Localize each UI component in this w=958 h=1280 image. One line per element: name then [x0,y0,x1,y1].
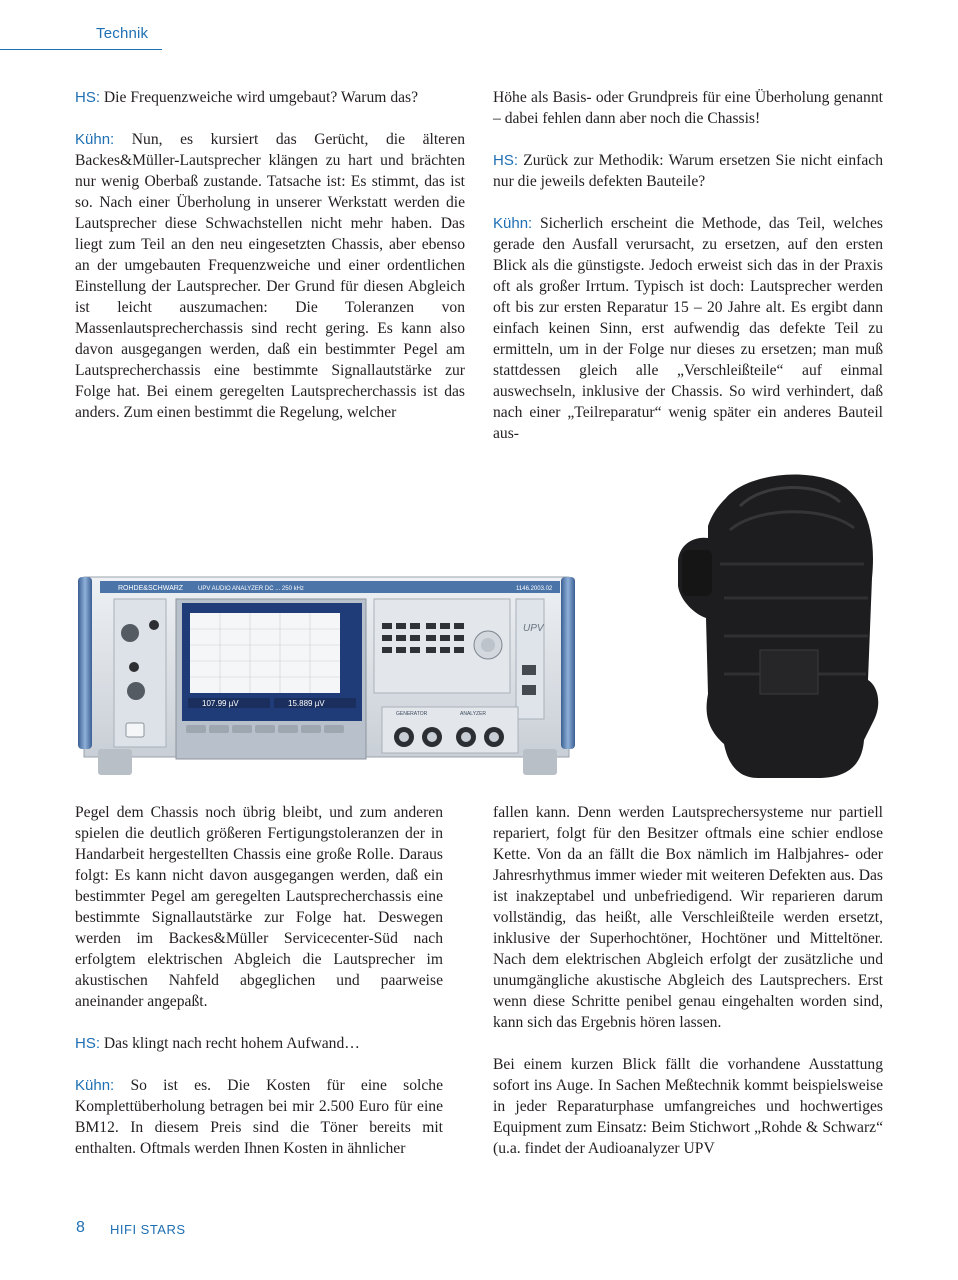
generator-label: GENERATOR [396,711,428,717]
paragraph [75,129,465,423]
paragraph [493,150,883,192]
audio-analyzer-photo [78,573,575,781]
analyzer-serial: 1146.2003.02 [516,586,553,592]
analyzer-side-logo: UPV [523,623,544,634]
speaker-label: HS: [493,152,519,169]
analyzer-model: UPV AUDIO ANALYZER DC ... 250 kHz [198,586,304,592]
paragraph-text: Bei einem kurzen Blick fällt die vorhandene Ausstattung sofort ins Auge. In Sachen Meßtechnik kommt beispielsweise in jeder Reparaturphase umfangreiches und hochwertiges Equipment zum Einsatz: Beim Stichwort „Rohde & Schwarz“ (u.a. findet der Audioanalyzer UPV [493,1056,883,1157]
speaker-chassis-photo [668,468,888,780]
paragraph [493,87,883,129]
paragraph-text: Zurück zur Methodik: Warum ersetzen Sie nicht einfach nur die jeweils defekten Bauteile? [493,152,883,190]
text-column-3 [75,802,443,1159]
speaker-label: HS: [75,1035,101,1052]
analyzer-reading-2: 15.889 µV [288,699,325,708]
magazine-name: HIFI STARS [110,1222,186,1237]
paragraph-text: Die Frequenzweiche wird umgebaut? Warum das? [100,89,419,106]
speaker-label: HS: [75,89,101,106]
speaker-label: Kühn: [493,215,533,232]
analyzer-brand: ROHDE&SCHWARZ [118,585,184,592]
paragraph-text: fallen kann. Denn werden Lautsprechersysteme nur partiell repariert, folgt für den Besitzer oftmals eine schier endlose Kette. Von da an fällt die Box nämlich im Halbjahres- oder Jahresrhythmus immer wieder mit weiteren Defekten aus. Das ist inakzeptabel und unbefriedigend. Wir reparieren darum vollständig, das heißt, alle Verschleißteile werden ersetzt, inklusive der Superhochtöner, Hochtöner und Mitteltöner. Nach dem elektrischen Abgleich erfolgt der zusätzliche und unumgängliche akustische Abgleich des Lautsprechers. Erst wenn diese Schritte penibel genau eingehalten worden sind, kann sich das Ergebnis hören lassen. [493,804,883,1031]
analyzer-reading-1: 107.99 µV [202,699,239,708]
paragraph [493,1054,883,1159]
speaker-label: Kühn: [75,1077,115,1094]
speaker-label: Kühn: [75,131,115,148]
paragraph [493,213,883,444]
paragraph-text: Höhe als Basis- oder Grundpreis für eine Überholung genannt – dabei fehlen dann aber noch die Chassis! [493,89,883,127]
text-column-1 [75,87,465,423]
section-divider [0,49,162,50]
paragraph-text: Nun, es kursiert das Gerücht, die älteren Backes&Müller-Lautsprecher klängen zu hart und brächten nur wenig Oberbaß zustande. Tatsache ist: Es stimmt, das ist so. Nach einer Überholung in unserer Werkstatt werden die Lautsprecher diese Schwachstellen nicht mehr haben. Das liegt zum Teil an den neu eingesetzten Chassis, aber ebenso an der umgebauten Frequenzweiche und einer ordentlichen Einstellung der Lautsprecher. Der Grund für diesen Abgleich ist leicht auszumachen: Die Toleranzen von Massenlautsprecherchassis sind recht gering. Es kann also davon ausgegangen werden, daß ein bestimmter Pegel am Lautsprecherchassis eine bestimmte Signallautstärke zur Folge hat. Bei einem geregelten Lautsprecherchassis ist das anders. Zum einen bestimmt die Regelung, welcher [75,131,465,421]
connector-icon [121,624,139,642]
text-column-2 [493,87,883,444]
paragraph [75,1033,443,1054]
paragraph-text: Das klingt nach recht hohem Aufwand… [100,1035,360,1052]
analyzer-label: ANALYZER [460,711,487,717]
text-column-4 [493,802,883,1159]
paragraph [75,87,465,108]
paragraph-text: Sicherlich erscheint die Methode, das Teil, welches gerade den Ausfall verursacht, zu ersetzen, auf den ersten Blick als die günstigste. Jedoch erweist sich das in der Praxis oft als großer Irrtum. Typisch ist doch: Lautsprecher werden oft bis zur ersten Reparatur 15 – 20 Jahre alt. Es ergibt dann einfach keinen Sinn, erst aufwendig das defekte Teil zu ermitteln, um in der Folge nur dieses zu ersetzen; man muß stattdessen gleich alle „Verschleißteile“ auf einmal auswechseln, inklusive der Chassis. So wird verhindert, daß nach einer „Teilreparatur“ wenig später ein anderes Bauteil aus- [493,215,883,442]
paragraph [75,802,443,1012]
paragraph [493,802,883,1033]
paragraph-text: Pegel dem Chassis noch übrig bleibt, und zum anderen spielen die deutlich größeren Fertigungstoleranzen der in Handarbeit hergestellten Chassis eine große Rolle. Daraus folgt: Es kann nicht davon ausgegangen werden, daß ein bestimmter Pegel am geregelten Lautsprecherchassis eine bestimmte Signallautstärke zur Folge hat. Deswegen werden im Backes&Müller Servicecenter-Süd nach erfolgtem elektrischen Abgleich die Lautsprecher im akustischen Nahfeld abgeglichen und paarweise aneinander angepaßt. [75,804,443,1010]
page-number: 8 [76,1219,85,1236]
paragraph [75,1075,443,1159]
paragraph-text: So ist es. Die Kosten für eine solche Komplettüberholung betragen bei mir 2.500 Euro für eine BM12. In diesem Preis sind die Töner bereits mit enthalten. Oftmals werden Ihnen Kosten in ähnlicher [75,1077,443,1157]
section-label: Technik [96,25,149,42]
